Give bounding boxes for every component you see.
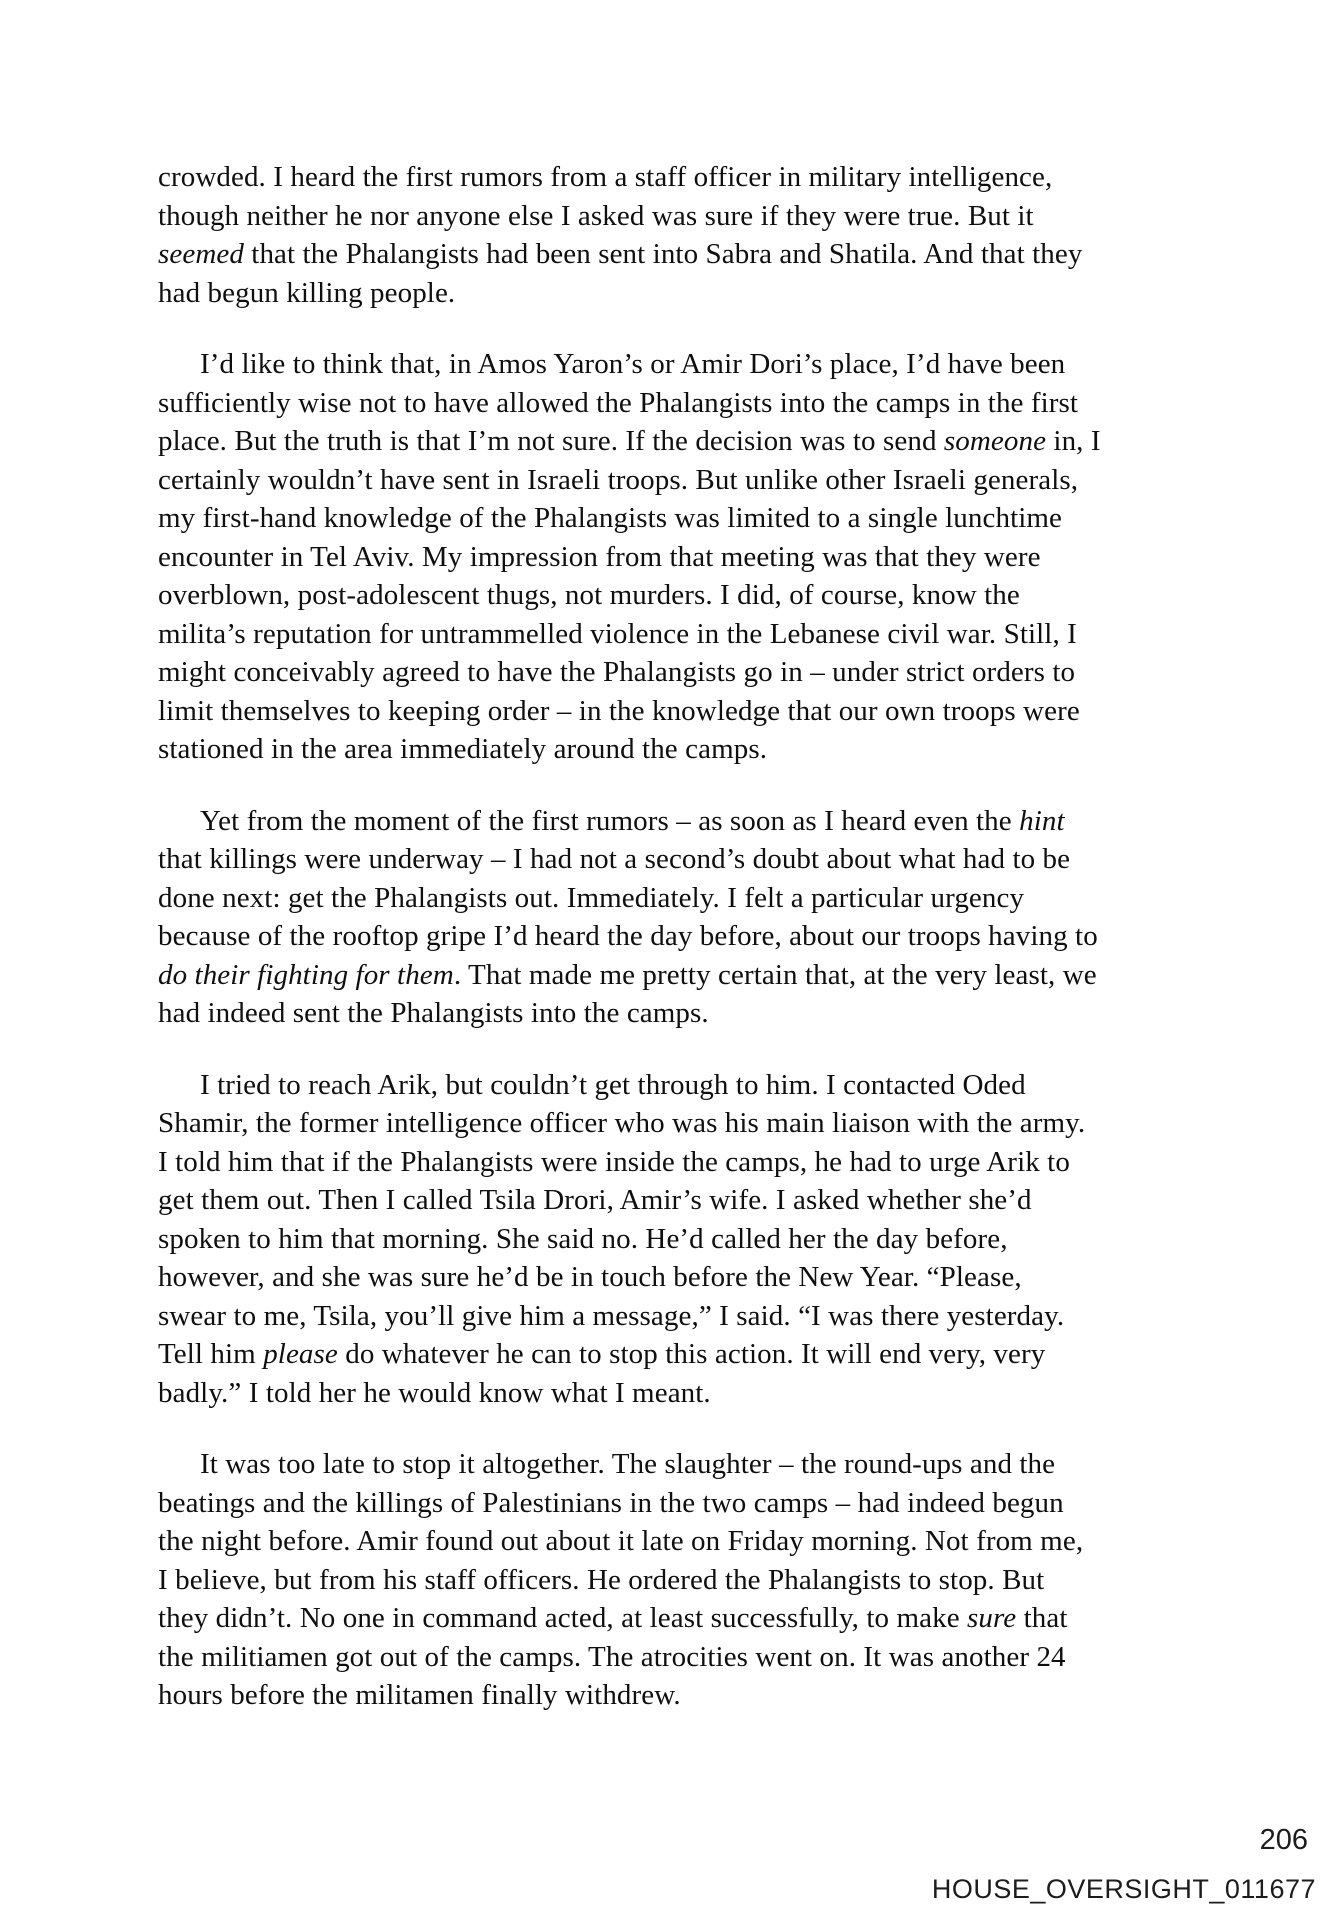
text-line: the night before. Amir found out about it late on Friday morning. Not from me, [158, 1525, 1084, 1557]
text-line: done next: get the Phalangists out. Immediately. I felt a particular urgency [158, 881, 1025, 914]
text-line: sufficiently wise not to have allowed the Phalangists into the camps in the first [158, 386, 1079, 419]
text-line: do their fighting for them. That made me pretty certain that, at the very least, we [158, 958, 1097, 991]
italic-text: please [263, 1338, 338, 1370]
text-line: seemed that the Phalangists had been sent into Sabra and Shatila. And that they [158, 238, 1083, 270]
paragraph [158, 1445, 1208, 1715]
text-line: might conceivably agreed to have the Phalangists go in – under strict orders to [158, 656, 1076, 688]
text-line: I tried to reach Arik, but couldn’t get through to him. I contacted Oded [200, 1068, 1026, 1101]
text-line: I believe, but from his staff officers. He ordered the Phalangists to stop. But [158, 1563, 1045, 1596]
text-line: Shamir, the former intelligence officer who was his main liaison with the army. [158, 1107, 1086, 1139]
text-line: encounter in Tel Aviv. My impression from that meeting was that they were [158, 540, 1041, 573]
text-line: Yet from the moment of the first rumors – as soon as I heard even the hint [200, 804, 1065, 837]
paragraph [158, 158, 1208, 312]
text-line: they didn’t. No one in command acted, at least successfully, to make sure that [158, 1602, 1068, 1634]
italic-text: someone [943, 425, 1047, 457]
text-line: spoken to him that morning. She said no. He’d called her the day before, [158, 1222, 1008, 1255]
text-line: It was too late to stop it altogether. The slaughter – the round-ups and the [200, 1448, 1056, 1480]
text-line: I’d like to think that, in Amos Yaron’s or Amir Dori’s place, I’d have been [200, 348, 1066, 380]
text-line: beatings and the killings of Palestinians in the two camps – had indeed begun [158, 1486, 1064, 1519]
text-line: because of the rooftop gripe I’d heard the day before, about our troops having to [158, 920, 1098, 952]
italic-text: do their fighting for them [158, 958, 454, 991]
text-line: however, and she was sure he’d be in touch before the New Year. “Please, [158, 1261, 1022, 1293]
text-line: limit themselves to keeping order – in the knowledge that our own troops were [158, 694, 1080, 727]
text-line: badly.” I told her he would know what I meant. [158, 1376, 711, 1409]
italic-text: sure [967, 1602, 1017, 1634]
text-line: had indeed sent the Phalangists into the camps. [158, 997, 709, 1029]
text-line: had begun killing people. [158, 276, 456, 309]
text-line: milita’s reputation for untrammelled violence in the Lebanese civil war. Still, I [158, 617, 1077, 650]
paragraph [158, 345, 1208, 769]
paragraph [158, 802, 1208, 1033]
text-line: place. But the truth is that I’m not sure. If the decision was to send someone in, I [158, 425, 1101, 457]
text-line: that killings were underway – I had not a second’s doubt about what had to be [158, 843, 1071, 875]
text-line: the militiamen got out of the camps. The atrocities went on. It was another 24 [158, 1640, 1066, 1673]
text-line: overblown, post-adolescent thugs, not murders. I did, of course, know the [158, 579, 1020, 611]
text-line: my first-hand knowledge of the Phalangists was limited to a single lunchtime [158, 502, 1063, 534]
text-line: stationed in the area immediately around the camps. [158, 733, 768, 765]
text-line: swear to me, Tsila, you’ll give him a message,” I said. “I was there yesterday. [158, 1299, 1065, 1332]
text-line: Tell him please do whatever he can to stop this action. It will end very, very [158, 1338, 1046, 1370]
italic-text: hint [1019, 804, 1065, 837]
page-text [158, 158, 1208, 1715]
text-line: get them out. Then I called Tsila Drori, Amir’s wife. I asked whether she’d [158, 1184, 1032, 1216]
text-line: though neither he nor anyone else I asked was sure if they were true. But it [158, 199, 1034, 232]
italic-text: seemed [158, 238, 244, 270]
text-line: hours before the militamen finally withdrew. [158, 1679, 681, 1711]
text-line: crowded. I heard the first rumors from a staff officer in military intelligence, [158, 161, 1053, 193]
text-line: I told him that if the Phalangists were inside the camps, he had to urge Arik to [158, 1145, 1070, 1178]
bates-stamp: HOUSE_OVERSIGHT_011677 [931, 1874, 1316, 1904]
paragraph [158, 1066, 1208, 1413]
page-number: 206 [1259, 1824, 1308, 1856]
text-line: certainly wouldn’t have sent in Israeli troops. But unlike other Israeli generals, [158, 463, 1079, 496]
